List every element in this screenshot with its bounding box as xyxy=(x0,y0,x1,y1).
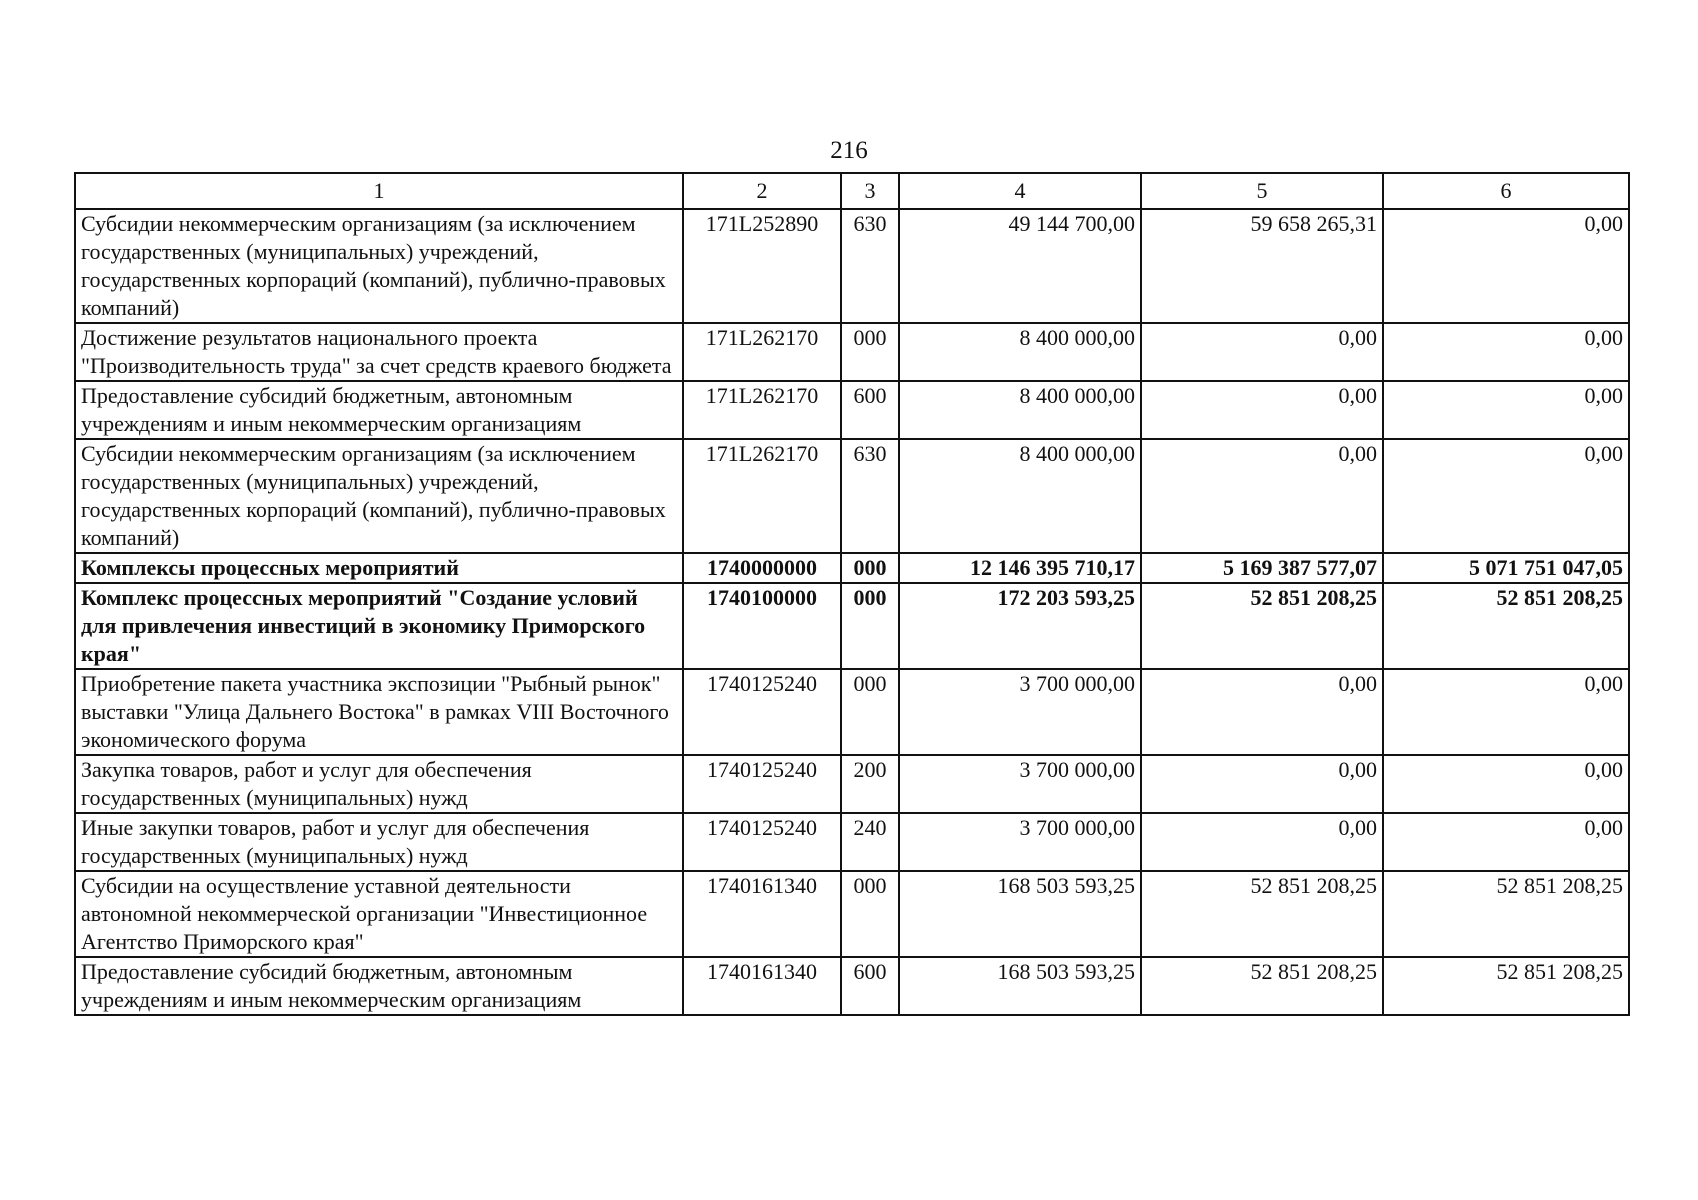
row-type: 630 xyxy=(841,439,899,553)
row-amount-6: 5 071 751 047,05 xyxy=(1383,553,1629,583)
table-row xyxy=(75,439,1629,553)
row-amount-5: 0,00 xyxy=(1141,381,1383,439)
row-name: Иные закупки товаров, работ и услуг для обеспечения государственных (муниципальных) нужд xyxy=(75,813,683,871)
table-row xyxy=(75,381,1629,439)
row-amount-6: 0,00 xyxy=(1383,209,1629,323)
row-amount-5: 52 851 208,25 xyxy=(1141,583,1383,669)
row-amount-6: 52 851 208,25 xyxy=(1383,957,1629,1015)
row-type: 200 xyxy=(841,755,899,813)
table-row xyxy=(75,813,1629,871)
budget-table xyxy=(74,172,1630,1016)
table-row xyxy=(75,583,1629,669)
header-col-4: 4 xyxy=(899,173,1141,209)
row-name: Субсидии некоммерческим организациям (за исключением государственных (муниципальных) учреждений, государственных корпораций (компаний), публично-правовых компаний) xyxy=(75,439,683,553)
table-row xyxy=(75,209,1629,323)
header-col-2: 2 xyxy=(683,173,841,209)
row-amount-6: 52 851 208,25 xyxy=(1383,871,1629,957)
row-amount-4: 8 400 000,00 xyxy=(899,439,1141,553)
row-amount-5: 52 851 208,25 xyxy=(1141,957,1383,1015)
row-amount-5: 52 851 208,25 xyxy=(1141,871,1383,957)
row-amount-4: 168 503 593,25 xyxy=(899,957,1141,1015)
row-amount-6: 0,00 xyxy=(1383,439,1629,553)
row-name: Комплекс процессных мероприятий "Создание условий для привлечения инвестиций в экономику Приморского края" xyxy=(75,583,683,669)
row-amount-4: 12 146 395 710,17 xyxy=(899,553,1141,583)
row-amount-5: 59 658 265,31 xyxy=(1141,209,1383,323)
row-amount-4: 8 400 000,00 xyxy=(899,323,1141,381)
row-type: 600 xyxy=(841,957,899,1015)
table-row xyxy=(75,957,1629,1015)
row-type: 000 xyxy=(841,323,899,381)
header-col-6: 6 xyxy=(1383,173,1629,209)
header-row xyxy=(75,173,1629,209)
row-amount-4: 172 203 593,25 xyxy=(899,583,1141,669)
table-row xyxy=(75,553,1629,583)
row-amount-6: 0,00 xyxy=(1383,755,1629,813)
row-name: Субсидии на осуществление уставной деятельности автономной некоммерческой организации "Инвестиционное Агентство Приморского края" xyxy=(75,871,683,957)
header-col-3: 3 xyxy=(841,173,899,209)
row-code: 1740125240 xyxy=(683,669,841,755)
row-code: 1740125240 xyxy=(683,755,841,813)
row-amount-6: 0,00 xyxy=(1383,669,1629,755)
row-code: 1740100000 xyxy=(683,583,841,669)
row-amount-6: 0,00 xyxy=(1383,813,1629,871)
row-code: 1740161340 xyxy=(683,957,841,1015)
row-type: 600 xyxy=(841,381,899,439)
row-amount-4: 49 144 700,00 xyxy=(899,209,1141,323)
row-type: 000 xyxy=(841,553,899,583)
header-col-1: 1 xyxy=(75,173,683,209)
row-amount-5: 5 169 387 577,07 xyxy=(1141,553,1383,583)
row-amount-4: 168 503 593,25 xyxy=(899,871,1141,957)
row-amount-6: 0,00 xyxy=(1383,381,1629,439)
row-amount-6: 0,00 xyxy=(1383,323,1629,381)
row-code: 171L262170 xyxy=(683,381,841,439)
header-col-5: 5 xyxy=(1141,173,1383,209)
row-name: Комплексы процессных мероприятий xyxy=(75,553,683,583)
row-code: 171L252890 xyxy=(683,209,841,323)
page-number: 216 xyxy=(830,137,868,164)
row-amount-4: 3 700 000,00 xyxy=(899,813,1141,871)
row-amount-4: 8 400 000,00 xyxy=(899,381,1141,439)
row-code: 1740125240 xyxy=(683,813,841,871)
row-amount-5: 0,00 xyxy=(1141,323,1383,381)
row-amount-4: 3 700 000,00 xyxy=(899,669,1141,755)
row-code: 1740161340 xyxy=(683,871,841,957)
row-name: Предоставление субсидий бюджетным, автономным учреждениям и иным некоммерческим организациям xyxy=(75,957,683,1015)
row-code: 171L262170 xyxy=(683,323,841,381)
table-row xyxy=(75,871,1629,957)
row-name: Закупка товаров, работ и услуг для обеспечения государственных (муниципальных) нужд xyxy=(75,755,683,813)
table-row xyxy=(75,323,1629,381)
table-row xyxy=(75,755,1629,813)
row-code: 171L262170 xyxy=(683,439,841,553)
row-amount-5: 0,00 xyxy=(1141,669,1383,755)
row-type: 240 xyxy=(841,813,899,871)
table-row xyxy=(75,669,1629,755)
row-type: 000 xyxy=(841,669,899,755)
row-amount-5: 0,00 xyxy=(1141,439,1383,553)
row-amount-5: 0,00 xyxy=(1141,813,1383,871)
row-type: 630 xyxy=(841,209,899,323)
row-amount-6: 52 851 208,25 xyxy=(1383,583,1629,669)
row-name: Субсидии некоммерческим организациям (за исключением государственных (муниципальных) учреждений, государственных корпораций (компаний), публично-правовых компаний) xyxy=(75,209,683,323)
row-name: Достижение результатов национального проекта "Производительность труда" за счет средств краевого бюджета xyxy=(75,323,683,381)
row-name: Предоставление субсидий бюджетным, автономным учреждениям и иным некоммерческим организациям xyxy=(75,381,683,439)
row-name: Приобретение пакета участника экспозиции "Рыбный рынок" выставки "Улица Дальнего Востока" в рамках VIII Восточного экономического форума xyxy=(75,669,683,755)
row-type: 000 xyxy=(841,871,899,957)
row-amount-5: 0,00 xyxy=(1141,755,1383,813)
row-type: 000 xyxy=(841,583,899,669)
row-code: 1740000000 xyxy=(683,553,841,583)
row-amount-4: 3 700 000,00 xyxy=(899,755,1141,813)
